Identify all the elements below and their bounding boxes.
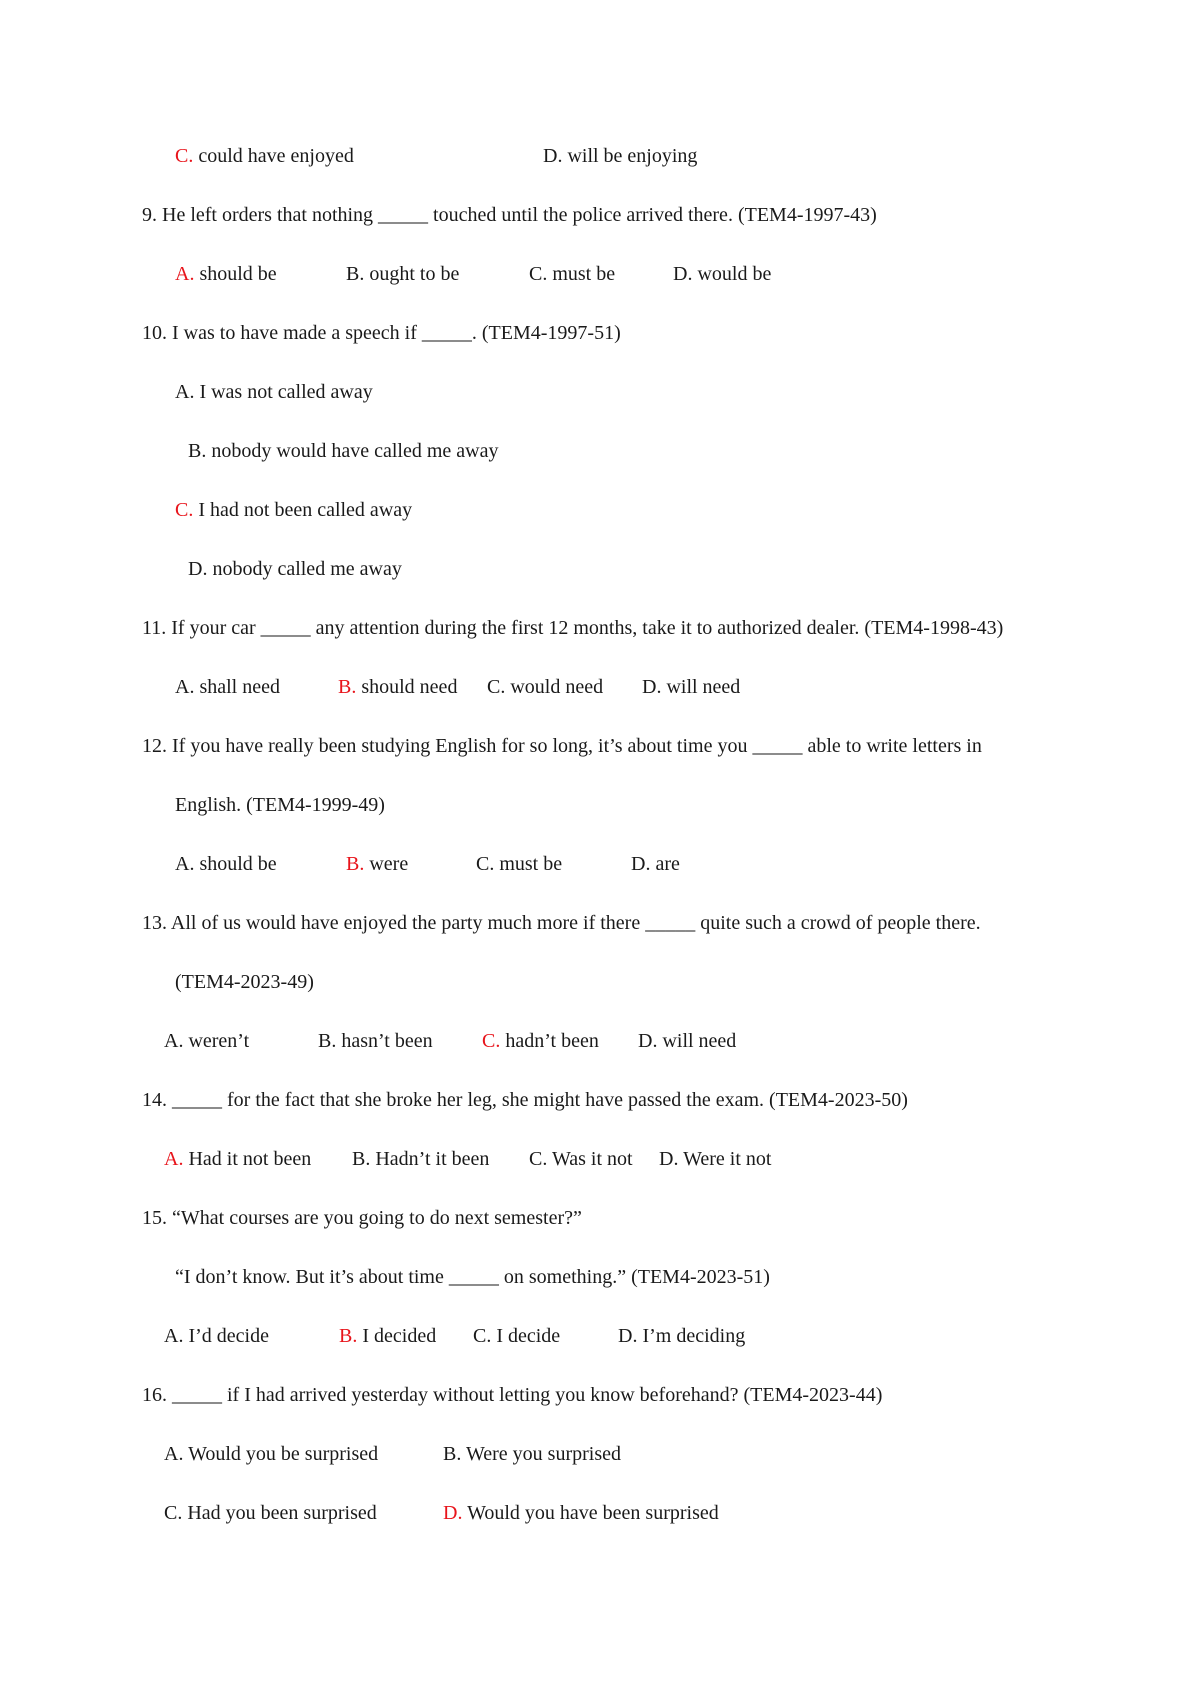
q10-option-a: A. I was not called away <box>175 381 373 403</box>
q12-option-c: C. must be <box>476 853 563 875</box>
q14-option-c: C. Was it not <box>529 1148 633 1170</box>
q12-option-a: A. should be <box>175 853 277 875</box>
q9-option-d: D. would be <box>673 263 772 285</box>
q13-option-d: D. will need <box>638 1030 737 1052</box>
q13-stem-line1: 13. All of us would have enjoyed the party much more if there _____ quite such a crowd of people there. <box>142 912 981 934</box>
q16-stem: 16. _____ if I had arrived yesterday without letting you know beforehand? (TEM4-2023-44) <box>142 1384 883 1406</box>
q8-option-c-text: could have enjoyed <box>193 145 354 167</box>
q12-stem-line1: 12. If you have really been studying English for so long, it’s about time you _____ able to write letters in <box>142 735 982 757</box>
q13-option-b: B. hasn’t been <box>318 1030 433 1052</box>
q11-option-b-text: should need <box>356 676 458 698</box>
q14-option-a-letter: A. <box>164 1148 184 1170</box>
q11-option-d: D. will need <box>642 676 741 698</box>
q16-option-d-letter: D. <box>443 1502 463 1524</box>
q14-option-a-text: Had it not been <box>183 1148 312 1170</box>
q9-option-a-text: should be <box>194 263 277 285</box>
q10-option-c-text: I had not been called away <box>193 499 413 521</box>
q16-option-b: B. Were you surprised <box>443 1443 621 1465</box>
q9-stem: 9. He left orders that nothing _____ touched until the police arrived there. (TEM4-1997-43) <box>142 204 877 226</box>
q10-option-d: D. nobody called me away <box>188 558 402 580</box>
q15-option-a: A. I’d decide <box>164 1325 269 1347</box>
q12-option-d: D. are <box>631 853 680 875</box>
q16-option-d-text: Would you have been surprised <box>462 1502 719 1524</box>
q16-option-c: C. Had you been surprised <box>164 1502 377 1524</box>
q12-option-b <box>346 852 408 876</box>
q15-stem-line2: “I don’t know. But it’s about time _____ on something.” (TEM4-2023-51) <box>175 1266 770 1288</box>
q10-option-c-letter: C. <box>175 499 194 521</box>
q11-stem: 11. If your car _____ any attention during the first 12 months, take it to authorized dealer. (TEM4-1998-43) <box>142 617 1004 639</box>
q8-option-c-letter: C. <box>175 145 194 167</box>
q9-option-a <box>175 262 277 286</box>
q12-option-b-text: were <box>364 853 409 875</box>
q14-option-a <box>164 1147 311 1171</box>
q10-option-b: B. nobody would have called me away <box>188 440 499 462</box>
q11-option-c: C. would need <box>487 676 604 698</box>
q9-option-a-letter: A. <box>175 263 195 285</box>
q13-option-c <box>482 1029 599 1053</box>
q16-option-d <box>443 1501 719 1525</box>
q12-option-b-letter: B. <box>346 853 365 875</box>
q14-option-d: D. Were it not <box>659 1148 772 1170</box>
q11-option-b <box>338 675 457 699</box>
q15-stem-line1: 15. “What courses are you going to do next semester?” <box>142 1207 582 1229</box>
q10-stem: 10. I was to have made a speech if _____. (TEM4-1997-51) <box>142 322 621 344</box>
q15-option-d: D. I’m deciding <box>618 1325 746 1347</box>
q13-option-c-text: hadn’t been <box>500 1030 599 1052</box>
q14-option-b: B. Hadn’t it been <box>352 1148 490 1170</box>
q15-option-b-letter: B. <box>339 1325 358 1347</box>
q13-stem-line2: (TEM4-2023-49) <box>175 971 314 993</box>
q13-option-a: A. weren’t <box>164 1030 250 1052</box>
q15-option-b-text: I decided <box>357 1325 437 1347</box>
q15-option-b <box>339 1324 436 1348</box>
q12-stem-line2: English. (TEM4-1999-49) <box>175 794 385 816</box>
q9-option-c: C. must be <box>529 263 616 285</box>
q8-option-d: D. will be enjoying <box>543 145 698 167</box>
q13-option-c-letter: C. <box>482 1030 501 1052</box>
q14-stem: 14. _____ for the fact that she broke her leg, she might have passed the exam. (TEM4-2023-50) <box>142 1089 908 1111</box>
q8-option-c <box>175 144 354 168</box>
q11-option-b-letter: B. <box>338 676 357 698</box>
q11-option-a: A. shall need <box>175 676 280 698</box>
q10-option-c <box>175 498 412 522</box>
q15-option-c: C. I decide <box>473 1325 561 1347</box>
q9-option-b: B. ought to be <box>346 263 460 285</box>
q16-option-a: A. Would you be surprised <box>164 1443 379 1465</box>
